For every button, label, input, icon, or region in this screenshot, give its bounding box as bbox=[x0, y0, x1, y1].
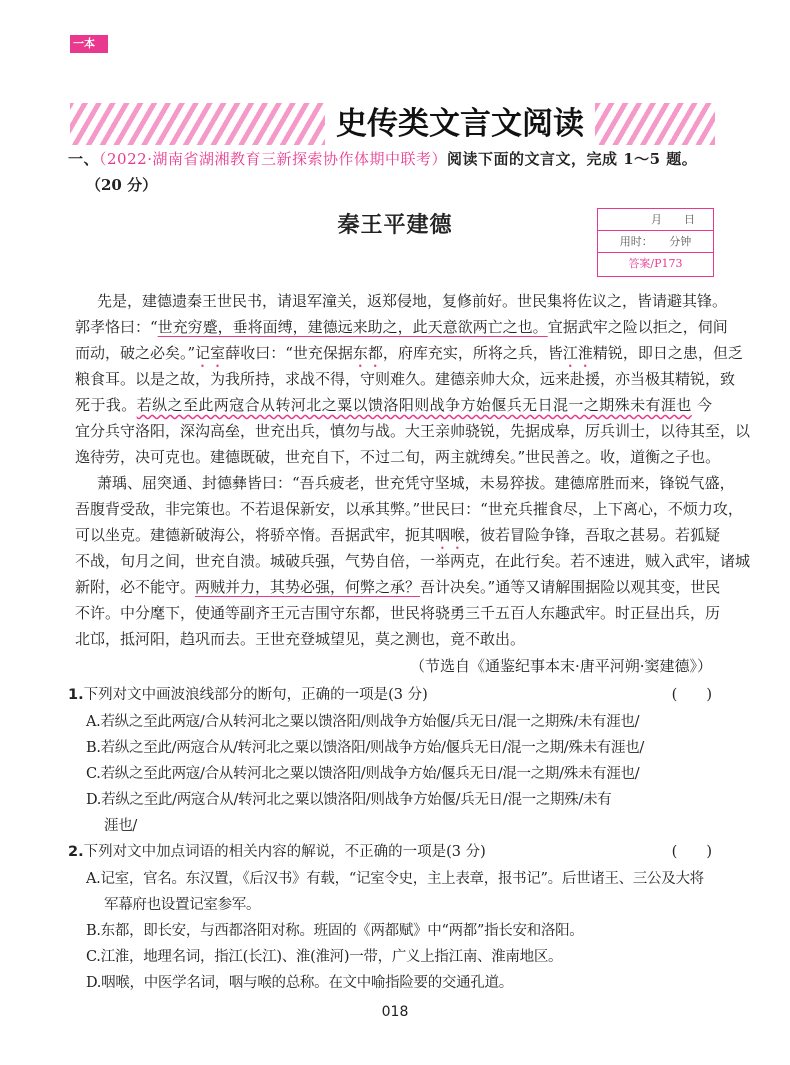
option-label: A. bbox=[86, 871, 101, 887]
option-label: A. bbox=[86, 714, 101, 730]
passage-line bbox=[75, 548, 751, 574]
text-segment: 不许。中分麾下，使通等副齐王元吉围守东都，世民将骁勇三千五百人东趣武牢。时正昼出兵，历 bbox=[75, 604, 721, 622]
option-text: 记室，官名。东汉置，《后汉书》有载，“记室令史，主上表章，报书记”。后世诸王、三公及大将 bbox=[100, 871, 704, 887]
wavy-underlined-text: 若纵之至此两寇合从转河北之粟以馈洛阳则战争方始偃兵无日混一之期殊未有涯也 bbox=[136, 396, 692, 414]
answer-option-continued bbox=[68, 892, 712, 918]
option-label: C. bbox=[86, 949, 101, 965]
text-segment: 可以坐克。建德新破海公，将骄卒惰。吾据武牢，扼其 bbox=[75, 526, 436, 544]
answer-option bbox=[68, 970, 712, 996]
text-segment: 先是，建德遗秦王世民书，请退军潼关，返郑侵地，复修前好。世民集将佐议之，皆请避其锋。 bbox=[97, 292, 728, 310]
question-stem bbox=[68, 682, 712, 709]
option-label: D. bbox=[86, 975, 102, 991]
total-score: （20 分） bbox=[86, 176, 158, 194]
text-segment: 宜据武牢之险以拒之，伺间 bbox=[547, 318, 728, 336]
answer-option bbox=[68, 918, 712, 944]
text-segment: 粮食耳。以是之故，为我所持，求战不得，守则难久。建德亲帅大众，远来赴援，亦当极其精锐，致 bbox=[75, 370, 736, 388]
passage-line bbox=[75, 574, 721, 600]
passage-line bbox=[75, 314, 728, 340]
text-segment: 新附，必不能守。 bbox=[75, 578, 196, 596]
passage-line bbox=[75, 366, 736, 392]
answer-option bbox=[68, 735, 712, 761]
date-field: 月 日 bbox=[598, 209, 713, 231]
text-segment: 郭孝恪曰：“ bbox=[75, 318, 158, 336]
passage-line bbox=[75, 418, 751, 444]
option-text: 军幕府也设置记室参军。 bbox=[104, 897, 261, 913]
passage-line bbox=[75, 288, 728, 314]
page-number: 018 bbox=[381, 1004, 409, 1020]
passage-line bbox=[75, 392, 712, 418]
text-segment: 薛收曰：“世充保据 bbox=[225, 344, 353, 362]
text-segment: 逸待劳，决可克也。建德既破，世充自下，不过二旬，两主就缚矣。”世民善之。收，道衡之子也。 bbox=[75, 448, 721, 466]
question-number: 1. bbox=[68, 687, 84, 703]
option-text: 涯也/ bbox=[104, 818, 137, 834]
questions bbox=[68, 682, 712, 996]
text-segment: 吾腹背受敌，非完策也。不若退保新安，以承其弊。”世民曰：“世充兵摧食尽，上下离心，不烦力攻， bbox=[75, 500, 743, 518]
section-title: 史传类文言文阅读 bbox=[325, 103, 595, 145]
option-label: D. bbox=[86, 792, 102, 808]
text-segment: 萧瑀、屈突通、封德彝皆曰：“吾兵疲老，世充凭守坚城，未易猝拔。建德席胜而来，锋锐气盛， bbox=[97, 474, 735, 492]
text-segment: ，彼若冒险争锋，吾取之甚易。若狐疑 bbox=[465, 526, 721, 544]
option-text: 咽喉，中医学名词，咽与喉的总称。在文中喻指险要的交通孔道。 bbox=[101, 975, 513, 991]
dotted-term: 记室 bbox=[195, 344, 226, 362]
passage-title: 秦王平建德 bbox=[337, 212, 453, 238]
text-segment: 吾计决矣。”通等又请解围据险以观其变，世民 bbox=[420, 578, 721, 596]
answer-blank[interactable]: ( ) bbox=[671, 844, 712, 860]
answer-option bbox=[68, 866, 712, 892]
option-label: C. bbox=[86, 766, 101, 782]
intro-text: 阅读下面的文言文，完成 1～5 题。 bbox=[446, 150, 698, 168]
answer-option bbox=[68, 709, 712, 735]
intro-prefix: 一、 bbox=[68, 150, 100, 168]
passage-line bbox=[75, 600, 721, 626]
option-text: 若纵之至此两寇/合从转河北之粟以馈洛阳/则战争方始偃/兵无日/混一之期殊/未有涯也/ bbox=[100, 714, 640, 730]
option-text: 江淮，地理名词，指江(长江)、淮(淮河)一带，广义上指江南、淮南地区。 bbox=[100, 949, 563, 965]
text-segment: 北邙，抵河阳，趋巩而去。王世充登城望见，莫之测也，竟不敢出。 bbox=[75, 630, 526, 648]
publisher-logo: 一本 bbox=[70, 35, 108, 53]
question-text: 下列对文中加点词语的相关内容的解说，不正确的一项是(3 分) bbox=[83, 844, 486, 860]
answer-option bbox=[68, 787, 712, 813]
passage-source: （节选自《通鉴纪事本末·唐平河朔·窦建德》） bbox=[409, 657, 712, 675]
text-segment: 今 bbox=[691, 396, 712, 414]
underlined-text: 世充穷蹙，垂将面缚，建德远来助之，此天意欲两亡之也。 bbox=[157, 318, 548, 336]
answer-blank[interactable]: ( ) bbox=[671, 687, 712, 703]
text-segment: 不战，旬月之间，世充自溃。城破兵强，气势自倍，一举两克，在此行矣。若不速进，贼入武牢，诸城 bbox=[75, 552, 751, 570]
text-segment: 而动，破之必矣。” bbox=[75, 344, 196, 362]
answer-reference: 答案/P173 bbox=[628, 257, 683, 270]
passage-line bbox=[75, 340, 743, 366]
answer-option-continued bbox=[68, 813, 712, 839]
option-text: 若纵之至此/两寇合从/转河北之粟以馈洛阳/则战争方始偃/兵无日/混一之期殊/未有 bbox=[101, 792, 612, 808]
dotted-term: 东都 bbox=[352, 344, 383, 362]
option-text: 东都，即长安，与西都洛阳对称。班固的《两都赋》中“两都”指长安和洛阳。 bbox=[100, 923, 584, 939]
answer-option bbox=[68, 944, 712, 970]
question-stem bbox=[68, 839, 712, 866]
time-field: 用时： 分钟 bbox=[598, 231, 713, 253]
option-label: B. bbox=[86, 740, 101, 756]
text-segment: 宜分兵守洛阳，深沟高垒，世充出兵，慎勿与战。大王亲帅骁锐，先据成皋，厉兵训士，以待其至，以 bbox=[75, 422, 751, 440]
passage-line bbox=[75, 496, 743, 522]
section-banner bbox=[70, 103, 715, 145]
option-text: 若纵之至此/两寇合从/转河北之粟以馈洛阳/则战争方始/偃兵无日/混一之期/殊未有涯也/ bbox=[100, 740, 644, 756]
question-number: 2. bbox=[68, 844, 84, 860]
passage-line bbox=[75, 626, 712, 652]
text-segment: 精锐，即日之患，但乏 bbox=[592, 344, 743, 362]
question-text: 下列对文中画波浪线部分的断句，正确的一项是(3 分) bbox=[83, 687, 428, 703]
passage-body bbox=[75, 288, 751, 652]
text-segment: 死于我。 bbox=[75, 396, 137, 414]
dotted-term: 江淮 bbox=[562, 344, 593, 362]
answer-option bbox=[68, 761, 712, 787]
option-label: B. bbox=[86, 923, 101, 939]
option-text: 若纵之至此两寇/合从转河北之粟以馈洛阳/则战争方始/偃兵无日/混一之期/殊未有涯也/ bbox=[100, 766, 640, 782]
passage-line bbox=[75, 470, 735, 496]
text-segment: ，府库充实，所将之兵，皆 bbox=[382, 344, 563, 362]
underlined-text: 两贼并力，其势必强，何弊之承？ bbox=[195, 578, 421, 596]
dotted-term: 咽喉 bbox=[435, 526, 466, 544]
info-box bbox=[597, 208, 714, 277]
passage-line bbox=[75, 522, 721, 548]
question-intro bbox=[68, 148, 697, 169]
passage-line bbox=[75, 444, 721, 470]
exam-source: （2022·湖南省湖湘教育三新探索协作体期中联考） bbox=[99, 150, 447, 168]
